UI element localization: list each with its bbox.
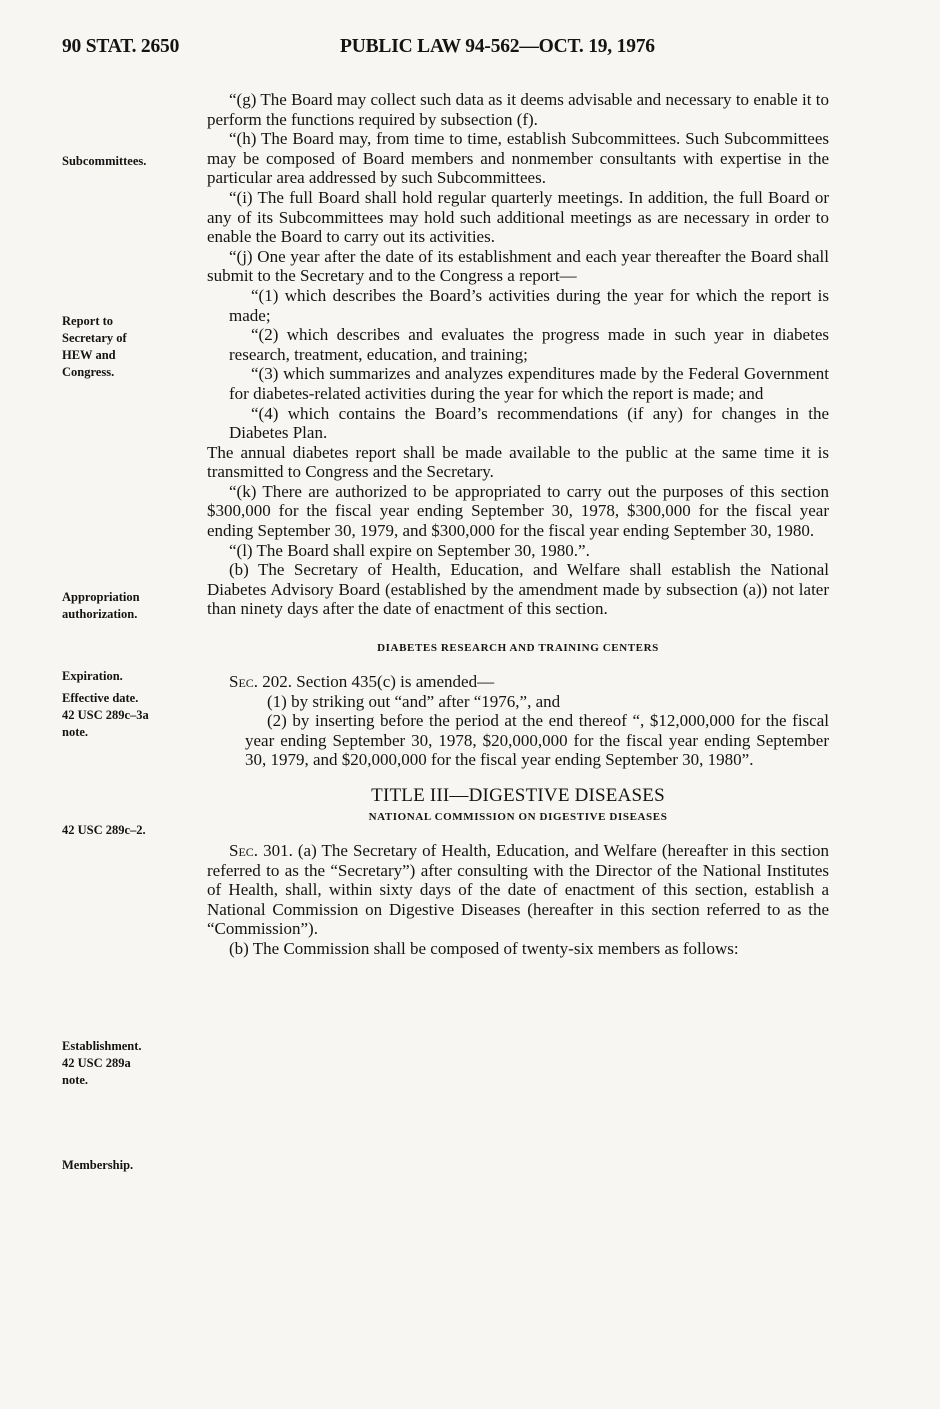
margin-note-usc-289c-2: 42 USC 289c–2. (62, 823, 146, 837)
margin-note-subcommittees: Subcommittees. (62, 154, 147, 168)
margin-note-establishment: Establishment. 42 USC 289a note. (62, 1039, 142, 1087)
heading-diabetes-centers: DIABETES RESEARCH AND TRAINING CENTERS (377, 642, 659, 655)
section-202-clause-2: (2) by inserting before the period at the end thereof “, $12,000,000 for the fiscal year ending September 30, 1978, $20,000,000 for the fiscal year ending September 30, 1979, and $20,000,000 for the fiscal year ending September 30, 1980”. (245, 711, 829, 770)
section-301-label: Sec. (229, 841, 259, 860)
subsection-i: “(i) The full Board shall hold regular quarterly meetings. In addition, the full Board or any of its Subcommittees may hold such additional meetings as are necessary in order to enable the Board to carry out its activities. (207, 187, 829, 247)
section-301 (207, 841, 829, 939)
margin-note-report: Report to Secretary of HEW and Congress. (62, 314, 127, 379)
section-202-clause-1: (1) by striking out “and” after “1976,”, and (267, 691, 561, 711)
statute-page-number: 90 STAT. 2650 (62, 36, 180, 57)
heading-national-commission: NATIONAL COMMISSION ON DIGESTIVE DISEASES (368, 811, 668, 823)
page-header (0, 36, 940, 70)
paragraph-j-2: “(2) which describes and evaluates the progress made in such year in diabetes research, treatment, education, and training; (229, 325, 829, 364)
margin-note-expiration: Expiration. (62, 669, 123, 683)
section-301-text: 301. (a) The Secretary of Health, Education, and Welfare (hereafter in this section referred to as the “Secretary”) after consulting with the Director of the National Institutes of Health, shall, within sixty days of the date of enactment of this section, establish a National Commission on Digestive Diseases (hereafter in this section referred to as the “Commission”). (207, 841, 829, 939)
section-202 (207, 672, 829, 692)
public-law-citation: PUBLIC LAW 94-562—OCT. 19, 1976 (340, 36, 655, 57)
paragraph-j-4: “(4) which contains the Board’s recommendations (if any) for changes in the Diabetes Plan. (229, 403, 829, 443)
subsection-b-board: (b) The Secretary of Health, Education, and Welfare shall establish the National Diabetes Advisory Board (established by the amendment made by subsection (a)) not later than ninety days after the date of enactment of this section. (207, 560, 829, 619)
margin-note-membership: Membership. (62, 1158, 134, 1172)
subsection-l: “(l) The Board shall expire on September 30, 1980.”. (229, 540, 590, 560)
subsection-j: “(j) One year after the date of its establishment and each year thereafter the Board shall submit to the Secretary and to the Congress a report— (207, 246, 829, 286)
subsection-b-commission: (b) The Commission shall be composed of twenty-six members as follows: (229, 938, 739, 958)
subsection-h: “(h) The Board may, from time to time, establish Subcommittees. Such Subcommittees may be composed of Board members and nonmember consultants with expertise in the particular area addressed by such Subcommittees. (207, 129, 829, 188)
subsection-k: “(k) There are authorized to be appropriated to carry out the purposes of this section $300,000 for the fiscal year ending September 30, 1978, $300,000 for the fiscal year ending September 30, 1979, and $300,000 for the fiscal year ending September 30, 1980. (207, 481, 829, 541)
section-202-label: Sec. (229, 672, 259, 692)
paragraph-j-3: “(3) which summarizes and analyzes expenditures made by the Federal Government for diabetes-related activities during the year for which the report is made; and (229, 364, 829, 403)
paragraph-j-1: “(1) which describes the Board’s activities during the year for which the report is made; (229, 285, 829, 325)
section-202-text: 202. Section 435(c) is amended— (258, 672, 495, 692)
title-iii-heading: TITLE III—DIGESTIVE DISEASES (371, 785, 665, 806)
margin-note-effective-date: Effective date. 42 USC 289c–3a note. (62, 691, 149, 739)
margin-note-appropriation: Appropriation authorization. (62, 590, 140, 621)
subsection-g: “(g) The Board may collect such data as it deems advisable and necessary to enable it to perform the functions required by subsection (f). (207, 90, 829, 129)
annual-report-sentence: The annual diabetes report shall be made available to the public at the same time it is transmitted to Congress and the Secretary. (207, 442, 829, 482)
statute-text (207, 90, 829, 959)
